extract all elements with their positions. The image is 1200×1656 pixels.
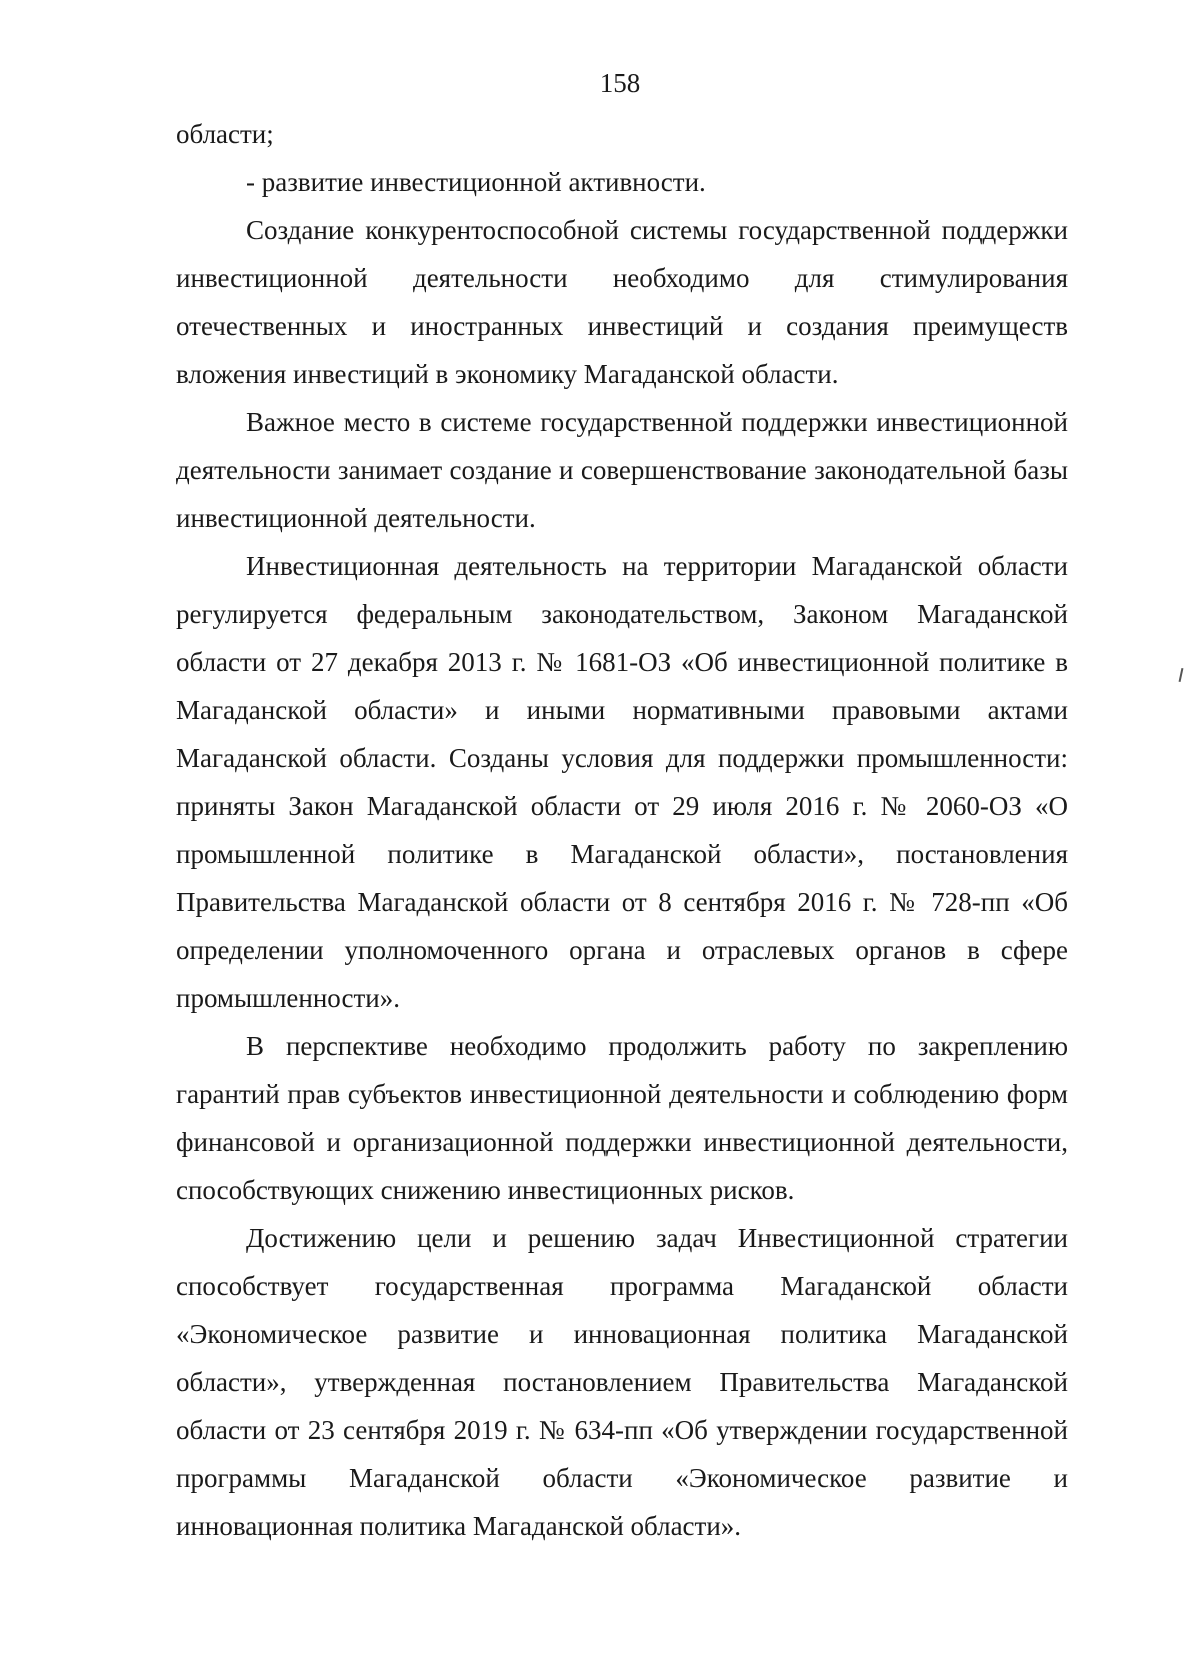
paragraph: Важное место в системе государственной поддержки инвестиционной деятельности занимает создание и совершенствование законодательной базы инвестиционной деятельности. (176, 407, 1068, 533)
paragraph: В перспективе необходимо продолжить работу по закреплению гарантий прав субъектов инвестиционной деятельности и соблюдению форм финансовой и организационной поддержки инвестиционной деятельности, способствующих снижению инвестиционных рисков. (176, 1031, 1068, 1205)
paragraph-continuation: области; (176, 119, 274, 149)
paragraph-list-item: - развитие инвестиционной активности. (246, 167, 706, 197)
page-number: 158 (599, 68, 641, 98)
document-body (176, 110, 1068, 1550)
paragraph: Инвестиционная деятельность на территории Магаданской области регулируется федеральным законодательством, Законом Магаданской области от 27 декабря 2013 г. № 1681-ОЗ «Об инвестиционной политике в Магаданской области» и иными нормативными правовыми актами Магаданской области. Созданы условия для поддержки промышленности: приняты Закон Магаданской области от 29 июля 2016 г. № 2060-ОЗ «О промышленной политике в Магаданской области», постановления Правительства Магаданской области от 8 сентября 2016 г. № 728-пп «Об определении уполномоченного органа и отраслевых органов в сфере промышленности». (176, 551, 1068, 1013)
paragraph: Достижению цели и решению задач Инвестиционной стратегии способствует государственная программа Магаданской области «Экономическое развитие и инновационная политика Магаданской области», утвержденная постановлением Правительства Магаданской области от 23 сентября 2019 г. № 634-пп «Об утверждении государственной программы Магаданской области «Экономическое развитие и инновационная политика Магаданской области». (176, 1223, 1068, 1541)
paragraph: Создание конкурентоспособной системы государственной поддержки инвестиционной деятельности необходимо для стимулирования отечественных и иностранных инвестиций и создания преимуществ вложения инвестиций в экономику Магаданской области. (176, 215, 1068, 389)
scan-artifact (1179, 668, 1184, 682)
